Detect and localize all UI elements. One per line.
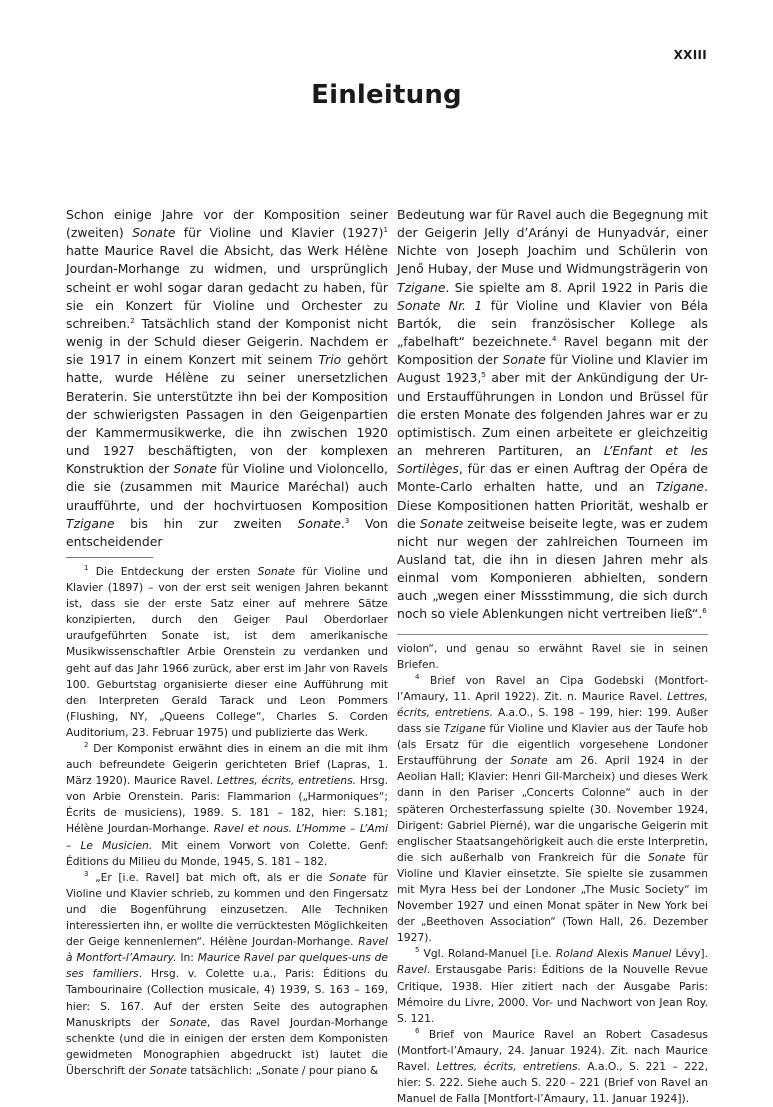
italic-text: Tzigane (655, 479, 705, 495)
text-run: für Violine und Klavier einsetzte. Sie spielte sie zusammen mit Myra Hess bei der Londoner „The Music Society“ im November 1927 und einen Monat später in New York bei der „Beethoven Association“ (Town Hall, 26. Dezember 1927). (397, 850, 709, 945)
text-run: A.a.O., S. 221 – 222, hier: S. 222. Siehe auch S. 220 – 221 (Brief von Ravel an Manuel de Falla [Montfort-l’Amaury, 11. Januar 1924]). (397, 1060, 709, 1106)
footnote-marker: 2 (84, 741, 89, 749)
footnote-marker: 4 (415, 672, 420, 681)
text-run: Der Komponist erwähnt dies in einem an die mit ihm auch befreundete Geigerin gerichteten Brief (Lapras, 1. März 1920). Maurice Ravel. (66, 742, 388, 788)
text-run: Ravel begann mit der Komposition der (397, 334, 708, 368)
text-run: bis hin zur zweiten (114, 515, 298, 531)
text-run: . Diese Kompositionen hatten Priorität, weshalb er die (397, 479, 708, 531)
italic-text: Tzigane (66, 515, 115, 531)
text-run: Die Entdeckung der ersten (88, 564, 258, 578)
italic-text: Sonate (169, 1015, 207, 1029)
italic-text: Sonate (648, 850, 686, 864)
page-number: XXIII (673, 48, 707, 62)
italic-text: Ravel et nous. L’Homme – L’Ami – Le Musicien. (66, 822, 389, 852)
italic-text: Lettres, écrits, entretiens. (397, 689, 708, 719)
footnote-marker: 4 (551, 335, 557, 344)
text-run: , das Ravel Jourdan-Morhange schenkte (und die in einigen der ersten dem Komponisten gewidmeten Monographien abgedruckt ist) lautet die Überschrift der (66, 1015, 389, 1077)
italic-text: Sonate (419, 515, 464, 531)
italic-text: Sonate (329, 870, 367, 884)
italic-text: Sonate (510, 754, 548, 768)
text-run: violon“, und genau so erwähnt Ravel sie in seinen Briefen. (397, 641, 708, 671)
body-paragraph-left (66, 206, 388, 551)
footnote-4 (397, 673, 708, 947)
footnote-2 (66, 741, 388, 870)
italic-text: Trio (318, 352, 342, 368)
italic-text: Manuel (632, 947, 672, 961)
footnote-marker: 6 (415, 1026, 420, 1035)
text-run: zeitweise beiseite legte, was er zudem nicht nur wegen der zahlreichen Tourneen im Ausland tat, die ihn in diesen Jahren mehr als einmal vom Komponieren abhielten, sondern auch „wegen einer Missstimmung, die sich durch noch so viele Ablenkungen nicht vertreiben ließ“. (397, 515, 709, 622)
right-column (397, 206, 708, 1107)
text-run: . (340, 515, 345, 531)
italic-text: Lettres, écrits, entretiens. (436, 1060, 582, 1074)
text-run: für Violine und Klavier (1897) – von der erst seit wenigen Jahren bekannt ist, dass sie der erste Satz einer auf mehrere Sätze konzipierten, durch den Geiger Paul Oberdorlaer uraufgeführten Sonate ist, ist dem amerikanische Musikwissenschaftler Arbie Orenstein zu verdanken und geht auf das Jahr 1966 zurück, aber erst im Jahr von Ravels 100. Geburtstag organisierte dieser eine Aufführung mit den Interpreten Gerald Tarack und Leon Pommers (Flushing, NY, „Queens College“, Charles S. Corden Auditorium, 23. Februar 1975) und publizierte das Werk. (66, 564, 388, 739)
text-run: am 26. April 1924 in der Aeolian Hall; Klavier: Henri Gil-Marcheix) und dieses Werk dann in den Pariser „Concerts Colonne“ auch in der späteren Orchesterfassung spielte (30. November 1924, Dirigent: Gabriel Pierné), war die ungarische Geigerin mit englischer Staatsangehörigkeit auch die erste Interpretin, die sich außerhalb von Frankreich für die (397, 754, 708, 864)
text-run: . Hrsg. v. Colette u.a., Paris: Éditions du Tambourinaire (Collection musicale, 4) 1939, S. 163 – 169, hier: S. 167. Auf der ersten Seite des autographen Manuskripts der (66, 967, 389, 1029)
footnote-marker: 1 (84, 563, 89, 572)
italic-text: L’Enfant et les Sortilèges (397, 443, 708, 477)
text-run: gehört hatte, wurde Hélène zu seiner unersetzlichen Beraterin. Sie unterstützte ihn bei der Komposition der schwierigsten Passagen in den Geigenpartien der Kammermusikwerke, die ihn zwischen 1920 und 1927 beschäftigten, von der komplexen Konstruktion der (66, 352, 388, 477)
footnote-marker: 3 (84, 869, 89, 878)
text-run: Alexis (592, 947, 633, 961)
italic-text: Sonate (297, 515, 341, 531)
italic-text: Sonate (502, 352, 546, 368)
text-run: tatsächlich: „Sonate / pour piano & (186, 1063, 379, 1077)
italic-text: Lettres, écrits, entretiens. (216, 774, 357, 788)
footnote-5 (397, 946, 708, 1026)
text-run: Schon einige Jahre vor der Komposition seiner (zweiten) (66, 207, 388, 241)
text-run: . Sie spielte am 8. April 1922 in Paris die (445, 279, 708, 295)
text-run: Mit einem Vorwort von Colette. Genf: Éditions du Milieu du Monde, 1945, S. 181 – 182. (66, 838, 388, 868)
italic-text: Ravel (397, 963, 427, 977)
italic-text: Sonate (173, 461, 217, 477)
italic-text: Ravel à Montfort-l’Amaury. (66, 935, 388, 965)
text-run: Brief von Maurice Ravel an Robert Casadesus (Montfort-l’Amaury, 24. Januar 1924). Zit. nach Maurice Ravel. (397, 1027, 708, 1074)
italic-text: Roland (555, 947, 593, 961)
italic-text: Tzigane (443, 722, 486, 736)
footnote-3-continuation (397, 641, 708, 673)
footnote-divider (397, 634, 708, 635)
text-run: Vgl. Roland-Manuel [i.e. (419, 947, 556, 961)
text-run: für Violine und Klavier (1927) (175, 225, 384, 241)
footnote-marker: 3 (344, 516, 350, 525)
italic-text: Sonate (257, 564, 296, 578)
text-run: Lévy]. (671, 947, 708, 961)
text-run: A.a.O., S. 198 – 199, hier: 199. Außer dass sie (397, 705, 708, 736)
italic-text: Sonate (132, 225, 176, 241)
text-run: für Violine und Klavier aus der Taufe hob (als Ersatz für die eigentlich vorgesehene Londoner Erstaufführung der (397, 722, 708, 768)
text-run: Tatsächlich stand der Komponist nicht wenig in der Schuld dieser Geigerin. Nachdem er sie 1917 in einem Konzert mit seinem (66, 315, 388, 368)
italic-text: Sonate Nr. 1 (397, 297, 483, 313)
text-run: für Violine und Klavier von Béla Bartók, die sein französischer Kollege als „fabelhaft“ bezeichnete. (397, 297, 708, 350)
left-column (66, 206, 388, 1079)
footnote-marker: 5 (481, 371, 486, 380)
text-run: Brief von Ravel an Cipa Godebski (Montfort-l’Amaury, 11. April 1922). Zit. n. Maurice Ravel. (397, 673, 708, 703)
footnote-marker: 2 (130, 316, 135, 325)
text-run: Von entscheidender (66, 515, 388, 549)
text-run: hatte Maurice Ravel die Absicht, das Werk Hélène Jourdan-Morhange zu widmen, und ursprünglich scheint er wohl sogar daran gedacht zu haben, für sie ein Konzert für Violine und Orchester zu schreiben. (66, 243, 388, 331)
footnote-marker: 6 (702, 607, 707, 616)
text-run: „Er [i.e. Ravel] bat mich oft, als er die (88, 870, 330, 884)
footnote-1 (66, 564, 388, 741)
text-run: Hrsg. von Arbie Orenstein. Paris: Flammarion („Harmoniques“; Écrits de musiciens), 1989. S. 181 – 182, hier: S.181; Hélène Jourdan-Morhange. (66, 774, 389, 836)
italic-text: Tzigane (397, 279, 446, 295)
italic-text: Maurice Ravel par quelques-uns de ses familiers (66, 951, 388, 981)
italic-text: Sonate (149, 1063, 187, 1077)
text-run: In: (176, 951, 198, 965)
footnote-marker: 5 (415, 946, 420, 955)
text-run: Bedeutung war für Ravel auch die Begegnung mit der Geigerin Jelly d’Arányi de Hunyadvár, einer Nichte von Joseph Joachim und Schülerin von Jenő Hubay, der Muse und Widmungsträgerin von (397, 207, 708, 277)
body-paragraph-right (397, 206, 708, 624)
text-run: für Violine und Violoncello, die sie (zusammen mit Maurice Maréchal) auch uraufführte, und der hochvirtuosen Komposition (66, 461, 388, 513)
footnote-6 (397, 1027, 708, 1107)
text-run: , für das er einen Auftrag der Opéra de Monte-Carlo erhalten hatte, und an (397, 461, 708, 495)
footnote-divider (66, 557, 153, 558)
page-title: Einleitung (311, 80, 462, 110)
text-run: aber mit der Ankündigung der Ur-und Erstaufführungen in London und Brüssel für die ersten Monate des folgenden Jahres war er zu optimistisch. Zum einen arbeitete er gleichzeitig an mehreren Partituren, an (397, 370, 708, 459)
text-run: für Violine und Klavier schrieb, zu kommen und den Fingersatz und die Bogenführung einzusetzen. Alle Techniken interessierten ihn, er wollte die verrücktesten Möglichkeiten der Geige kennenlernen“. Hélène Jourdan-Morhange. (66, 870, 388, 949)
text-run: . Erstausgabe Paris: Éditions de la Nouvelle Revue Critique, 1938. Hier zitiert nach der Ausgabe Paris: Mémoire du Livre, 2000. Vor- und Nachwort von Jean Roy. S. 121. (397, 963, 708, 1025)
footnote-3 (66, 870, 388, 1079)
footnote-marker: 1 (383, 226, 388, 235)
text-run: für Violine und Klavier im August 1923, (397, 352, 709, 386)
